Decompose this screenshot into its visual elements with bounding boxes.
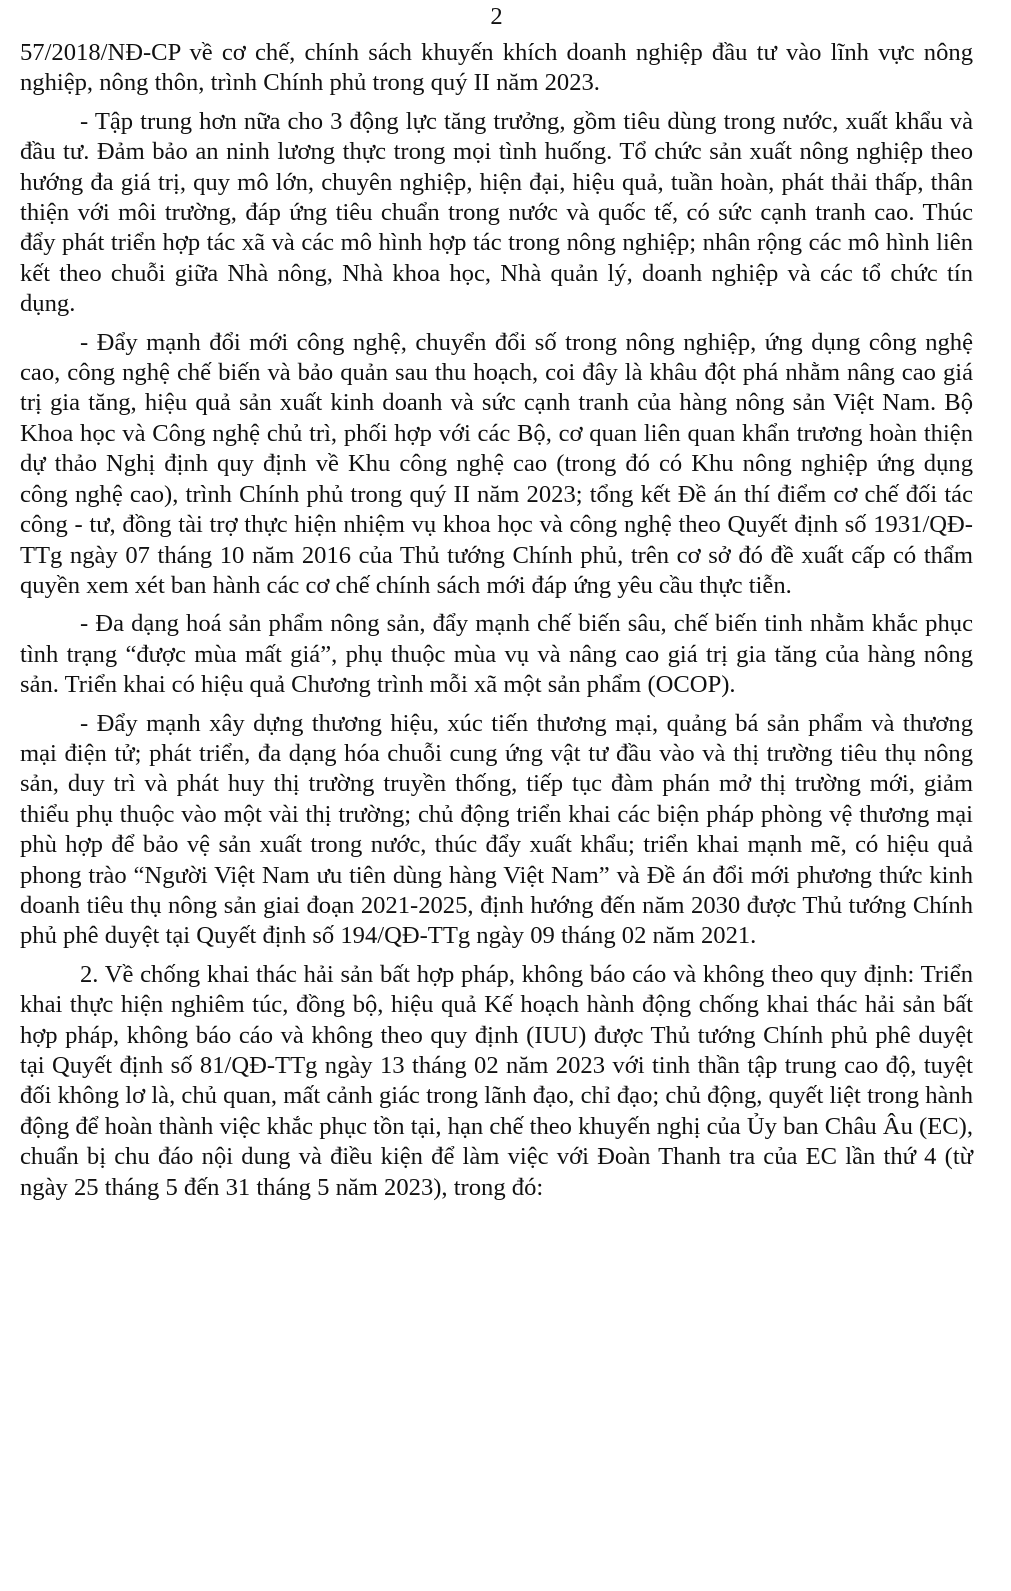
paragraph-iuu-fishing: 2. Về chống khai thác hải sản bất hợp pháp, không báo cáo và không theo quy định: Triển khai thực hiện nghiêm túc, đồng bộ, hiệu quả Kế hoạch hành động chống khai thác hải sản bất hợp pháp, không báo cáo và không theo quy định (IUU) được Thủ tướng Chính phủ phê duyệt tại Quyết định số 81/QĐ-TTg ngày 13 tháng 02 năm 2023 với tinh thần tập trung cao độ, tuyệt đối không lơ là, chủ quan, mất cảnh giác trong lãnh đạo, chỉ đạo; chủ động, quyết liệt trong hành động để hoàn thành việc khắc phục tồn tại, hạn chế theo khuyến nghị của Ủy ban Châu Âu (EC), chuẩn bị chu đáo nội dung và điều kiện để làm việc với Đoàn Thanh tra của EC lần thứ 4 (từ ngày 25 tháng 5 đến 31 tháng 5 năm 2023), trong đó: [20, 960, 973, 1201]
paragraph-growth-drivers: - Tập trung hơn nữa cho 3 động lực tăng trưởng, gồm tiêu dùng trong nước, xuất khẩu và đầu tư. Đảm bảo an ninh lương thực trong mọi tình huống. Tổ chức sản xuất nông nghiệp theo hướng đa giá trị, quy mô lớn, chuyên nghiệp, hiện đại, hiệu quả, tuần hoàn, phát thải thấp, thân thiện với môi trường, đáp ứng tiêu chuẩn trong nước và quốc tế, có sức cạnh tranh cao. Thúc đẩy phát triển hợp tác xã và các mô hình hợp tác trong nông nghiệp; nhân rộng các mô hình liên kết theo chuỗi giữa Nhà nông, Nhà khoa học, Nhà quản lý, doanh nghiệp và các tổ chức tín dụng. [20, 107, 973, 318]
paragraph-continuation: 57/2018/NĐ-CP về cơ chế, chính sách khuyến khích doanh nghiệp đầu tư vào lĩnh vực nông nghiệp, nông thôn, trình Chính phủ trong quý II năm 2023. [20, 39, 973, 97]
paragraph-technology-innovation: - Đẩy mạnh đổi mới công nghệ, chuyển đổi số trong nông nghiệp, ứng dụng công nghệ cao, công nghệ chế biến và bảo quản sau thu hoạch, coi đây là khâu đột phá nhằm nâng cao giá trị gia tăng, hiệu quả sản xuất kinh doanh và sức cạnh tranh của hàng nông sản Việt Nam. Bộ Khoa học và Công nghệ chủ trì, phối hợp với các Bộ, cơ quan liên quan khẩn trương hoàn thiện dự thảo Nghị định quy định về Khu công nghệ cao (trong đó có Khu nông nghiệp ứng dụng công nghệ cao), trình Chính phủ trong quý II năm 2023; tổng kết Đề án thí điểm cơ chế đối tác công - tư, đồng tài trợ thực hiện nhiệm vụ khoa học và công nghệ theo Quyết định số 1931/QĐ-TTg ngày 07 tháng 10 năm 2016 của Thủ tướng Chính phủ, trên cơ sở đó đề xuất cấp có thẩm quyền xem xét ban hành các cơ chế chính sách mới đáp ứng yêu cầu thực tiễn. [20, 328, 973, 599]
page-number: 2 [490, 3, 503, 30]
paragraph-trade-promotion: - Đẩy mạnh xây dựng thương hiệu, xúc tiến thương mại, quảng bá sản phẩm và thương mại điện tử; phát triển, đa dạng hóa chuỗi cung ứng vật tư đầu vào và thị trường tiêu thụ nông sản, duy trì và phát huy thị trường truyền thống, tiếp tục đàm phán mở thị trường mới, giảm thiểu phụ thuộc vào một vài thị trường; chủ động triển khai các biện pháp phòng vệ thương mại phù hợp để bảo vệ sản xuất trong nước, thúc đẩy xuất khẩu; triển khai mạnh mẽ, có hiệu quả phong trào “Người Việt Nam ưu tiên dùng hàng Việt Nam” và Đề án đổi mới phương thức kinh doanh tiêu thụ nông sản giai đoạn 2021-2025, định hướng đến năm 2030 được Thủ tướng Chính phủ phê duyệt tại Quyết định số 194/QĐ-TTg ngày 09 tháng 02 năm 2021. [20, 709, 973, 950]
paragraph-product-diversification: - Đa dạng hoá sản phẩm nông sản, đẩy mạnh chế biến sâu, chế biến tinh nhằm khắc phục tình trạng “được mùa mất giá”, phụ thuộc mùa vụ và nâng cao giá trị gia tăng của hàng nông sản. Triển khai có hiệu quả Chương trình mỗi xã một sản phẩm (OCOP). [20, 610, 973, 699]
